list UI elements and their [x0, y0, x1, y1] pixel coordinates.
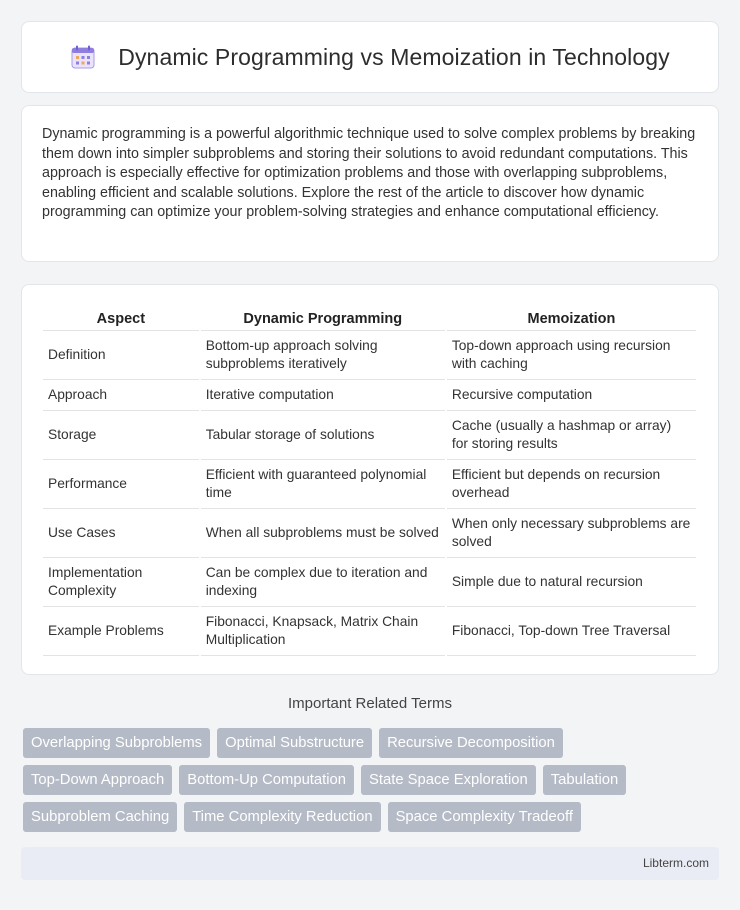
tag-overlapping-subproblems[interactable]: Overlapping Subproblems: [23, 728, 210, 758]
header-memoization: Memoization: [447, 303, 696, 331]
table-row: [43, 331, 696, 380]
comparison-table: [41, 303, 698, 656]
table-cell: Bottom-up approach solving subproblems iteratively: [201, 331, 445, 380]
table-cell: Fibonacci, Top-down Tree Traversal: [447, 607, 696, 656]
tag-recursive-decomposition[interactable]: Recursive Decomposition: [379, 728, 563, 758]
table-row: [43, 558, 696, 607]
table-row: [43, 509, 696, 558]
table-cell: Top-down approach using recursion with caching: [447, 331, 696, 380]
page-title: Dynamic Programming vs Memoization in Technology: [118, 43, 670, 70]
table-cell: Storage: [43, 411, 199, 460]
table-row: [43, 607, 696, 656]
calendar-grid-icon: [70, 44, 96, 70]
tag-row: [23, 728, 723, 758]
tag-bottom-up-computation[interactable]: Bottom-Up Computation: [179, 765, 354, 795]
table-cell: Example Problems: [43, 607, 199, 656]
tag-time-complexity-reduction[interactable]: Time Complexity Reduction: [184, 802, 380, 832]
table-cell: Recursive computation: [447, 380, 696, 411]
table-cell: Tabular storage of solutions: [201, 411, 445, 460]
footer: [21, 847, 719, 880]
table-cell: Performance: [43, 460, 199, 509]
table-cell: Implementation Complexity: [43, 558, 199, 607]
title-card: [21, 21, 719, 93]
table-row: [43, 460, 696, 509]
tag-row: [23, 802, 723, 832]
footer-site-link[interactable]: Libterm.com: [642, 856, 709, 870]
table-cell: Fibonacci, Knapsack, Matrix Chain Multiplication: [201, 607, 445, 656]
tag-state-space-exploration[interactable]: State Space Exploration: [361, 765, 536, 795]
table-cell: When all subproblems must be solved: [201, 509, 445, 558]
table-cell: Iterative computation: [201, 380, 445, 411]
comparison-table-card: [21, 284, 719, 675]
table-cell: Efficient but depends on recursion overhead: [447, 460, 696, 509]
tag-space-complexity-tradeoff[interactable]: Space Complexity Tradeoff: [388, 802, 581, 832]
tag-tabulation[interactable]: Tabulation: [543, 765, 626, 795]
intro-text: Dynamic programming is a powerful algorithmic technique used to solve complex problems by breaking them down into simpler subproblems and storing their solutions to avoid redundant computations. This approach is especially effective for optimization problems and those with overlapping subproblems, enabling efficient and scalable solutions. Explore the rest of the article to discover how dynamic programming can optimize your problem-solving strategies and enhance computational efficiency.: [42, 126, 696, 221]
header-aspect: Aspect: [43, 303, 199, 331]
table-cell: Use Cases: [43, 509, 199, 558]
related-terms-tags: [23, 728, 723, 839]
tag-subproblem-caching[interactable]: Subproblem Caching: [23, 802, 177, 832]
table-cell: Can be complex due to iteration and indexing: [201, 558, 445, 607]
table-cell: Efficient with guaranteed polynomial time: [201, 460, 445, 509]
related-terms-heading: Important Related Terms: [288, 695, 452, 712]
intro-card: [21, 105, 719, 262]
header-dynamic-programming: Dynamic Programming: [201, 303, 445, 331]
table-cell: Simple due to natural recursion: [447, 558, 696, 607]
tag-row: [23, 765, 723, 795]
table-cell: When only necessary subproblems are solved: [447, 509, 696, 558]
table-row: [43, 411, 696, 460]
table-cell: Cache (usually a hashmap or array) for storing results: [447, 411, 696, 460]
table-cell: Definition: [43, 331, 199, 380]
table-row: [43, 380, 696, 411]
table-cell: Approach: [43, 380, 199, 411]
tag-top-down-approach[interactable]: Top-Down Approach: [23, 765, 172, 795]
tag-optimal-substructure[interactable]: Optimal Substructure: [217, 728, 372, 758]
